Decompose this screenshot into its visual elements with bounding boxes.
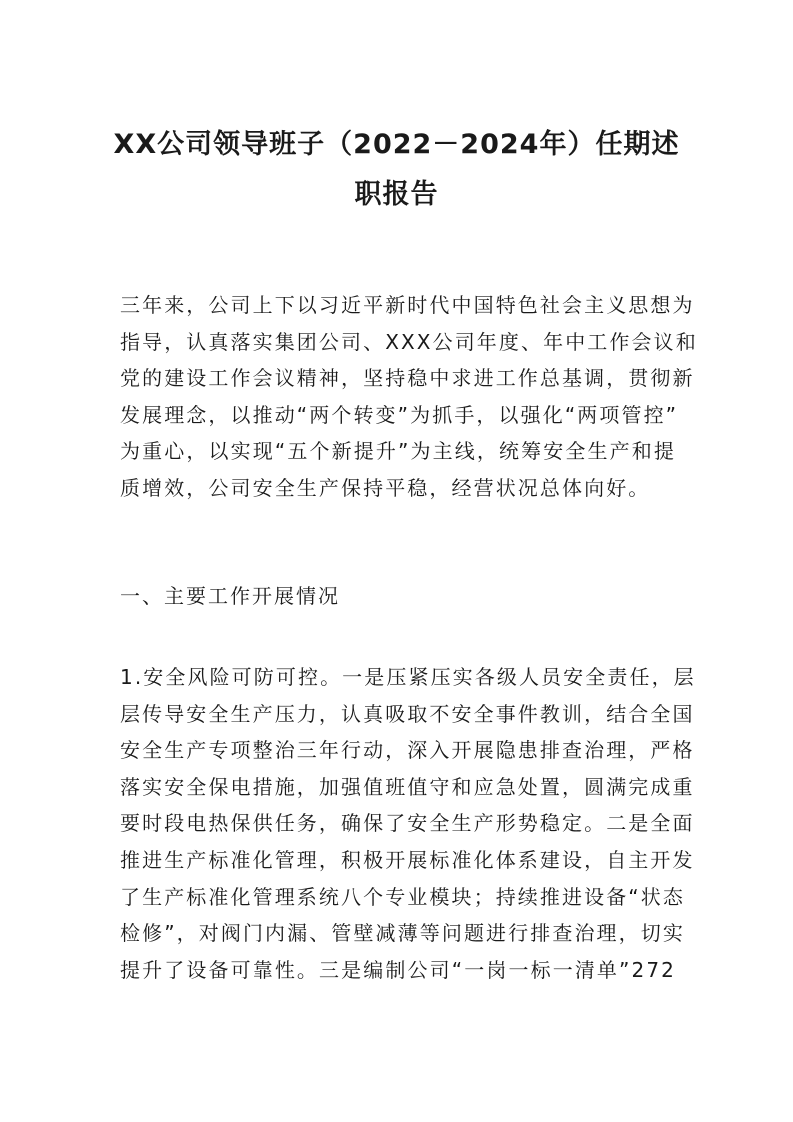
item1-line-9: 提升了设备可靠性。三是编制公司“一岗一标一清单”272 <box>120 957 676 982</box>
section-heading: 一、主要工作开展情况 <box>120 584 340 608</box>
intro-line-3: 党的建设工作会议精神，坚持稳中求进工作总基调，贯彻新 <box>120 366 695 391</box>
item1-line-7: 了生产标准化管理系统八个专业模块；持续推进设备“状态 <box>120 884 685 909</box>
item1-line-1: 1.安全风险可防可控。一是压紧压实各级人员安全责任，层 <box>120 665 696 689</box>
intro-line-6: 质增效，公司安全生产保持平稳，经营状况总体向好。 <box>120 476 651 500</box>
item1-line-2: 层传导安全生产压力，认真吸取不安全事件教训，结合全国 <box>120 701 695 726</box>
intro-line-1: 三年来，公司上下以习近平新时代中国特色社会主义思想为 <box>120 293 695 317</box>
item1-line-8: 检修”，对阀门内漏、管壁减薄等问题进行排查治理，切实 <box>120 921 685 946</box>
item1-line-5: 要时段电热保供任务，确保了安全生产形势稳定。二是全面 <box>120 811 695 836</box>
document-title-line-1: XX公司领导班子（2022－2024年）任期述 <box>113 129 680 160</box>
item1-line-3: 安全生产专项整治三年行动，深入开展隐患排查治理，严格 <box>120 738 695 763</box>
intro-line-4: 发展理念，以推动“两个转变”为抓手，以强化“两项管控” <box>120 402 679 427</box>
document-title-line-2: 职报告 <box>354 179 439 210</box>
intro-line-5: 为重心，以实现“五个新提升”为主线，统筹安全生产和提 <box>120 439 676 464</box>
item1-line-4: 落实安全保电措施，加强值班值守和应急处置，圆满完成重 <box>120 774 695 799</box>
intro-line-2: 指导，认真落实集团公司、XXX公司年度、年中工作会议和 <box>120 329 698 354</box>
item1-line-6: 推进生产标准化管理，积极开展标准化体系建设，自主开发 <box>120 848 695 872</box>
